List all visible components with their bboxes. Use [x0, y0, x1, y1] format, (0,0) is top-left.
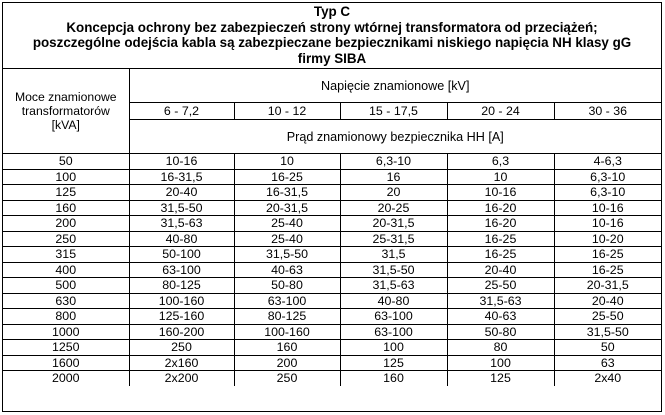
row-header-line: Moce znamionowe	[14, 90, 117, 104]
fuse-current-cell: 16-25	[554, 262, 661, 278]
fuse-current-cell: 16-31,5	[129, 169, 234, 185]
transformer-power-cell: 125	[3, 185, 129, 201]
fuse-current-cell: 125	[340, 355, 447, 371]
title-block	[3, 3, 661, 69]
fuse-current-cell: 31,5-50	[234, 247, 340, 263]
fuse-current-cell: 25-50	[447, 278, 554, 294]
fuse-current-cell: 2x160	[129, 355, 234, 371]
table-row	[3, 324, 661, 340]
fuse-current-cell: 50-80	[234, 278, 340, 294]
fuse-current-cell: 16-31,5	[234, 185, 340, 201]
voltage-column-header: 15 - 17,5	[340, 103, 447, 120]
fuse-current-cell: 10	[447, 169, 554, 185]
transformer-power-cell: 500	[3, 278, 129, 294]
table-row	[3, 247, 661, 263]
row-header-line: transformatorów	[21, 104, 110, 118]
fuse-current-cell: 16-20	[447, 216, 554, 232]
transformer-power-cell: 800	[3, 309, 129, 325]
rated-voltage-header: Napięcie znamionowe [kV]	[129, 69, 661, 103]
fuse-current-cell: 100	[447, 355, 554, 371]
table-row	[3, 154, 661, 170]
fuse-current-cell: 2x200	[129, 371, 234, 386]
fuse-current-cell: 20-31,5	[340, 216, 447, 232]
document-title-line: firmy SIBA	[297, 50, 367, 66]
fuse-current-cell: 16-25	[234, 169, 340, 185]
table-row	[3, 371, 661, 386]
table-row	[3, 293, 661, 309]
fuse-current-cell: 20-25	[340, 200, 447, 216]
voltage-column-header: 20 - 24	[447, 103, 554, 120]
table-row	[3, 169, 661, 185]
fuse-current-cell: 160-200	[129, 324, 234, 340]
fuse-current-cell: 160	[234, 340, 340, 356]
fuse-current-cell: 31,5	[340, 247, 447, 263]
fuse-current-cell: 31,5-50	[129, 200, 234, 216]
transformer-power-cell: 250	[3, 231, 129, 247]
fuse-current-cell: 20	[340, 185, 447, 201]
fuse-current-cell: 250	[234, 371, 340, 386]
fuse-current-cell: 100	[340, 340, 447, 356]
fuse-selection-document	[2, 2, 662, 412]
document-title-line: Koncepcja ochrony bez zabezpieczeń strony wtórnej transformatora od przeciążeń;	[66, 19, 598, 35]
fuse-current-cell: 63-100	[234, 293, 340, 309]
table-row	[3, 216, 661, 232]
fuse-current-cell: 125-160	[129, 309, 234, 325]
fuse-current-cell: 16-25	[554, 247, 661, 263]
transformer-power-cell: 400	[3, 262, 129, 278]
fuse-current-cell: 10	[234, 154, 340, 170]
fuse-current-cell: 10-20	[554, 231, 661, 247]
fuse-current-cell: 100-160	[234, 324, 340, 340]
table-row	[3, 340, 661, 356]
table-row	[3, 355, 661, 371]
fuse-current-cell: 20-40	[129, 185, 234, 201]
transformer-power-cell: 630	[3, 293, 129, 309]
transformer-power-cell: 100	[3, 169, 129, 185]
fuse-current-cell: 2x40	[554, 371, 661, 386]
fuse-current-cell: 10-16	[554, 200, 661, 216]
fuse-current-cell: 40-80	[340, 293, 447, 309]
fuse-current-cell: 160	[340, 371, 447, 386]
table-row	[3, 309, 661, 325]
transformer-power-cell: 1600	[3, 355, 129, 371]
fuse-current-cell: 31,5-63	[447, 293, 554, 309]
fuse-current-cell: 50	[554, 340, 661, 356]
voltage-column-header: 6 - 7,2	[129, 103, 234, 120]
fuse-current-cell: 50-80	[447, 324, 554, 340]
fuse-current-cell: 25-31,5	[340, 231, 447, 247]
transformer-power-cell: 50	[3, 154, 129, 170]
table-row	[3, 231, 661, 247]
fuse-current-cell: 6,3	[447, 154, 554, 170]
fuse-current-cell: 63	[554, 355, 661, 371]
fuse-current-cell: 10-16	[129, 154, 234, 170]
voltage-column-header: 30 - 36	[554, 103, 661, 120]
fuse-current-cell: 20-31,5	[554, 278, 661, 294]
fuse-current-cell: 63-100	[129, 262, 234, 278]
transformer-power-cell: 200	[3, 216, 129, 232]
fuse-current-cell: 40-63	[234, 262, 340, 278]
fuse-current-cell: 4-6,3	[554, 154, 661, 170]
fuse-current-cell: 16-25	[447, 247, 554, 263]
table-row	[3, 185, 661, 201]
fuse-current-cell: 100-160	[129, 293, 234, 309]
fuse-current-cell: 16-20	[447, 200, 554, 216]
fuse-current-cell: 200	[234, 355, 340, 371]
fuse-current-cell: 25-50	[554, 309, 661, 325]
fuse-current-cell: 31,5-63	[129, 216, 234, 232]
transformer-power-header	[3, 69, 129, 154]
fuse-current-cell: 10-16	[554, 216, 661, 232]
table-row	[3, 278, 661, 294]
transformer-power-cell: 1000	[3, 324, 129, 340]
voltage-column-header: 10 - 12	[234, 103, 340, 120]
fuse-current-cell: 80-125	[234, 309, 340, 325]
transformer-power-cell: 1250	[3, 340, 129, 356]
fuse-current-cell: 6,3-10	[554, 169, 661, 185]
fuse-current-cell: 40-63	[447, 309, 554, 325]
fuse-current-cell: 10-16	[447, 185, 554, 201]
fuse-current-cell: 63-100	[340, 309, 447, 325]
fuse-rated-current-header: Prąd znamionowy bezpiecznika HH [A]	[129, 120, 661, 154]
fuse-current-cell: 6,3-10	[340, 154, 447, 170]
table-row	[3, 262, 661, 278]
fuse-current-cell: 250	[129, 340, 234, 356]
fuse-rating-table	[3, 69, 661, 386]
transformer-power-cell: 160	[3, 200, 129, 216]
fuse-current-cell: 125	[447, 371, 554, 386]
fuse-current-cell: 16-25	[447, 231, 554, 247]
fuse-current-cell: 25-40	[234, 231, 340, 247]
fuse-current-cell: 80-125	[129, 278, 234, 294]
fuse-current-cell: 31,5-50	[340, 262, 447, 278]
fuse-current-cell: 40-80	[129, 231, 234, 247]
fuse-current-cell: 16	[340, 169, 447, 185]
document-title-line: poszczególne odejścia kabla są zabezpieczane bezpiecznikami niskiego napięcia NH klasy gG	[32, 35, 632, 50]
document-type-title: Typ C	[313, 4, 351, 19]
fuse-current-cell: 80	[447, 340, 554, 356]
fuse-current-cell: 31,5-63	[340, 278, 447, 294]
row-header-line: [kVA]	[51, 118, 80, 132]
fuse-current-cell: 20-40	[447, 262, 554, 278]
fuse-current-cell: 31,5-50	[554, 324, 661, 340]
fuse-current-cell: 20-31,5	[234, 200, 340, 216]
fuse-current-cell: 50-100	[129, 247, 234, 263]
table-row	[3, 200, 661, 216]
fuse-current-cell: 25-40	[234, 216, 340, 232]
transformer-power-cell: 315	[3, 247, 129, 263]
fuse-current-cell: 63-100	[340, 324, 447, 340]
fuse-current-cell: 20-40	[554, 293, 661, 309]
fuse-current-cell: 6,3-10	[554, 185, 661, 201]
transformer-power-cell: 2000	[3, 371, 129, 386]
